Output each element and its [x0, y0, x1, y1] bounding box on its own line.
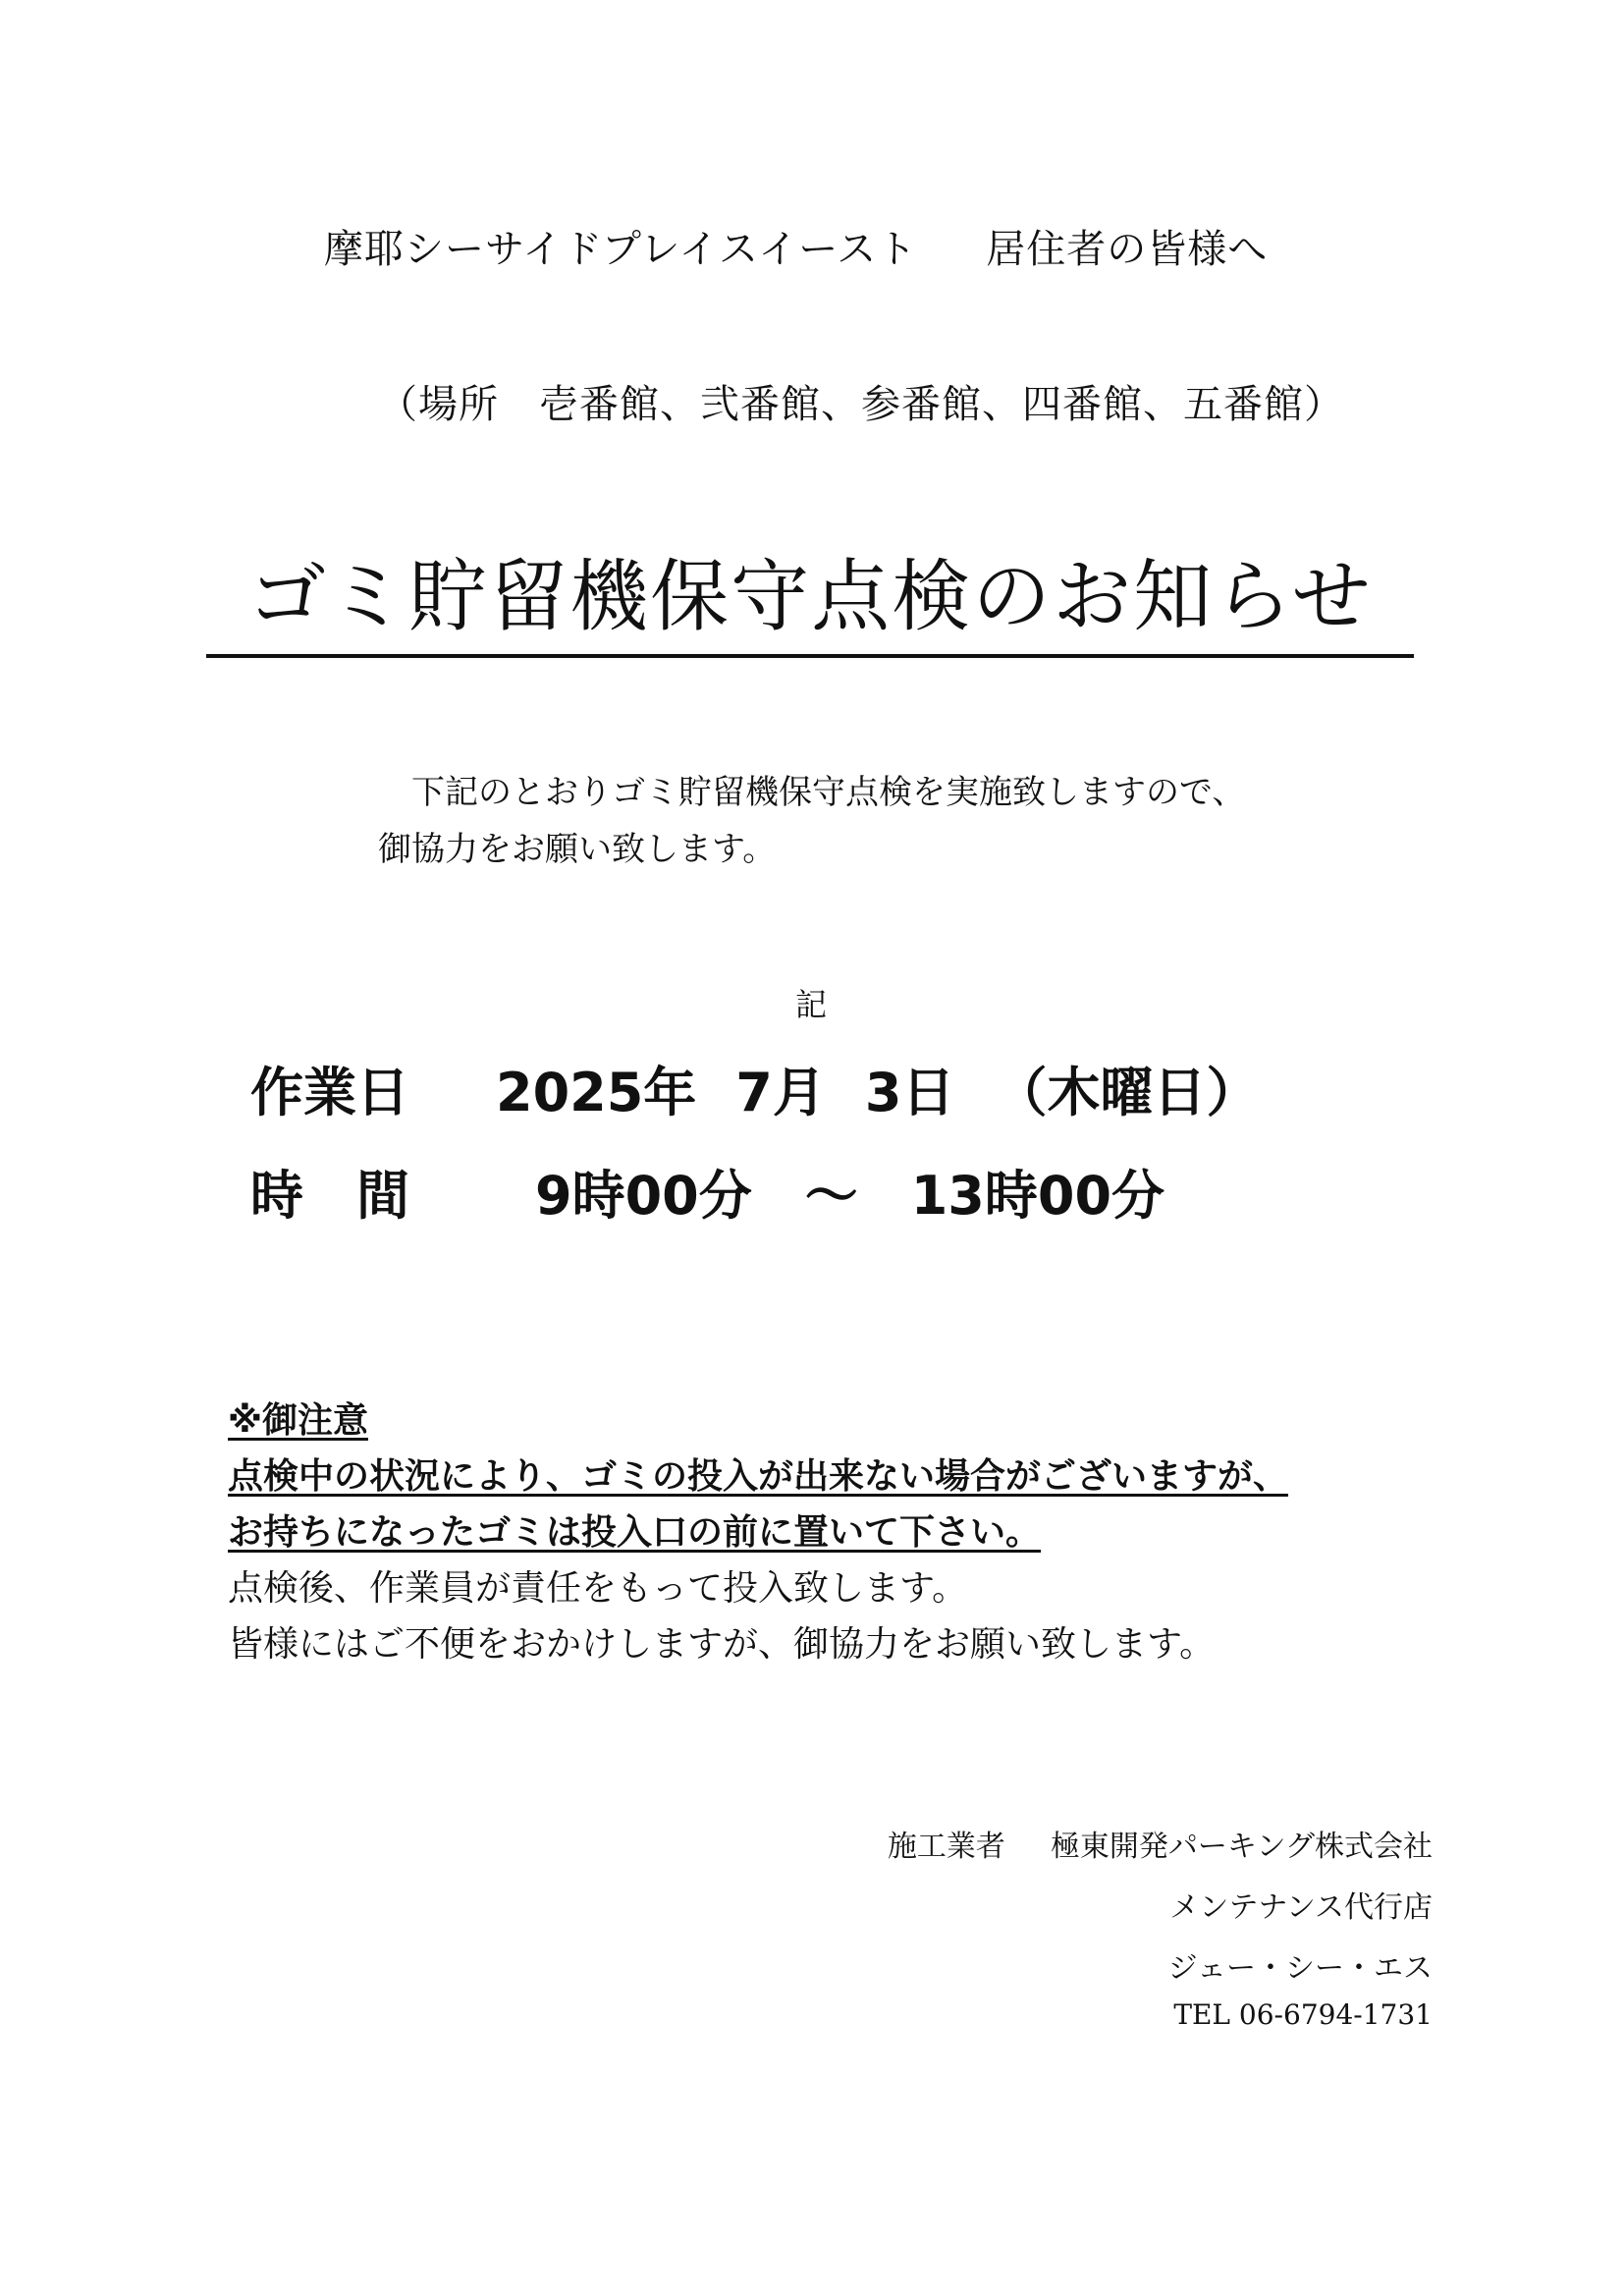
work-time-range: 9時00分 ～ 13時00分 — [535, 1165, 1165, 1227]
contractor-company: 極東開発パーキング株式会社 — [1050, 1830, 1433, 1864]
recipients: 居住者の皆様へ — [986, 227, 1269, 272]
work-date-month: 7月 — [735, 1062, 826, 1123]
caution-line-3: 点検後、作業員が責任をもって投入致します。 — [228, 1568, 968, 1609]
caution-heading: ※御注意 — [228, 1400, 368, 1441]
page-title: ゴミ貯留機保守点検のお知らせ — [206, 533, 1414, 658]
intro-line-1: 下記のとおりゴミ貯留機保守点検を実施致しますので、 — [411, 773, 1246, 812]
addressee-line — [324, 218, 1268, 274]
caution-line-1: 点検中の状況により、ゴミの投入が出来ない場合がございますが、 — [228, 1456, 1289, 1497]
caution-section — [228, 1393, 1288, 1672]
work-time-row — [250, 1154, 1164, 1230]
work-date-row — [250, 1051, 1259, 1126]
agent-name: ジェー・シー・エス — [1167, 1951, 1433, 1986]
work-date-year: 2025年 — [496, 1062, 697, 1123]
contractor-label: 施工業者 — [887, 1830, 1005, 1864]
contact-phone: TEL 06-6794-1731 — [1173, 1998, 1433, 2031]
agent-line: メンテナンス代行店 — [1169, 1890, 1433, 1925]
building-name: 摩耶シーサイドプレイスイースト — [324, 227, 918, 272]
intro-paragraph — [378, 764, 1245, 878]
caution-line-4: 皆様にはご不便をおかけしますが、御協力をお願い致します。 — [228, 1624, 1216, 1665]
work-date-label: 作業日 — [250, 1062, 409, 1123]
caution-line-2: お持ちになったゴミは投入口の前に置いて下さい。 — [228, 1512, 1042, 1553]
intro-line-2: 御協力をお願い致します。 — [378, 830, 777, 869]
location-line: （場所 壱番館、弐番館、参番館、四番館、五番館） — [378, 382, 1344, 427]
contractor-line — [888, 1822, 1433, 1865]
work-date-weekday: （木曜日） — [994, 1062, 1260, 1123]
ki-marker: 記 — [795, 986, 828, 1023]
work-date-day: 3日 — [864, 1062, 955, 1123]
work-time-label: 時 間 — [250, 1165, 409, 1227]
